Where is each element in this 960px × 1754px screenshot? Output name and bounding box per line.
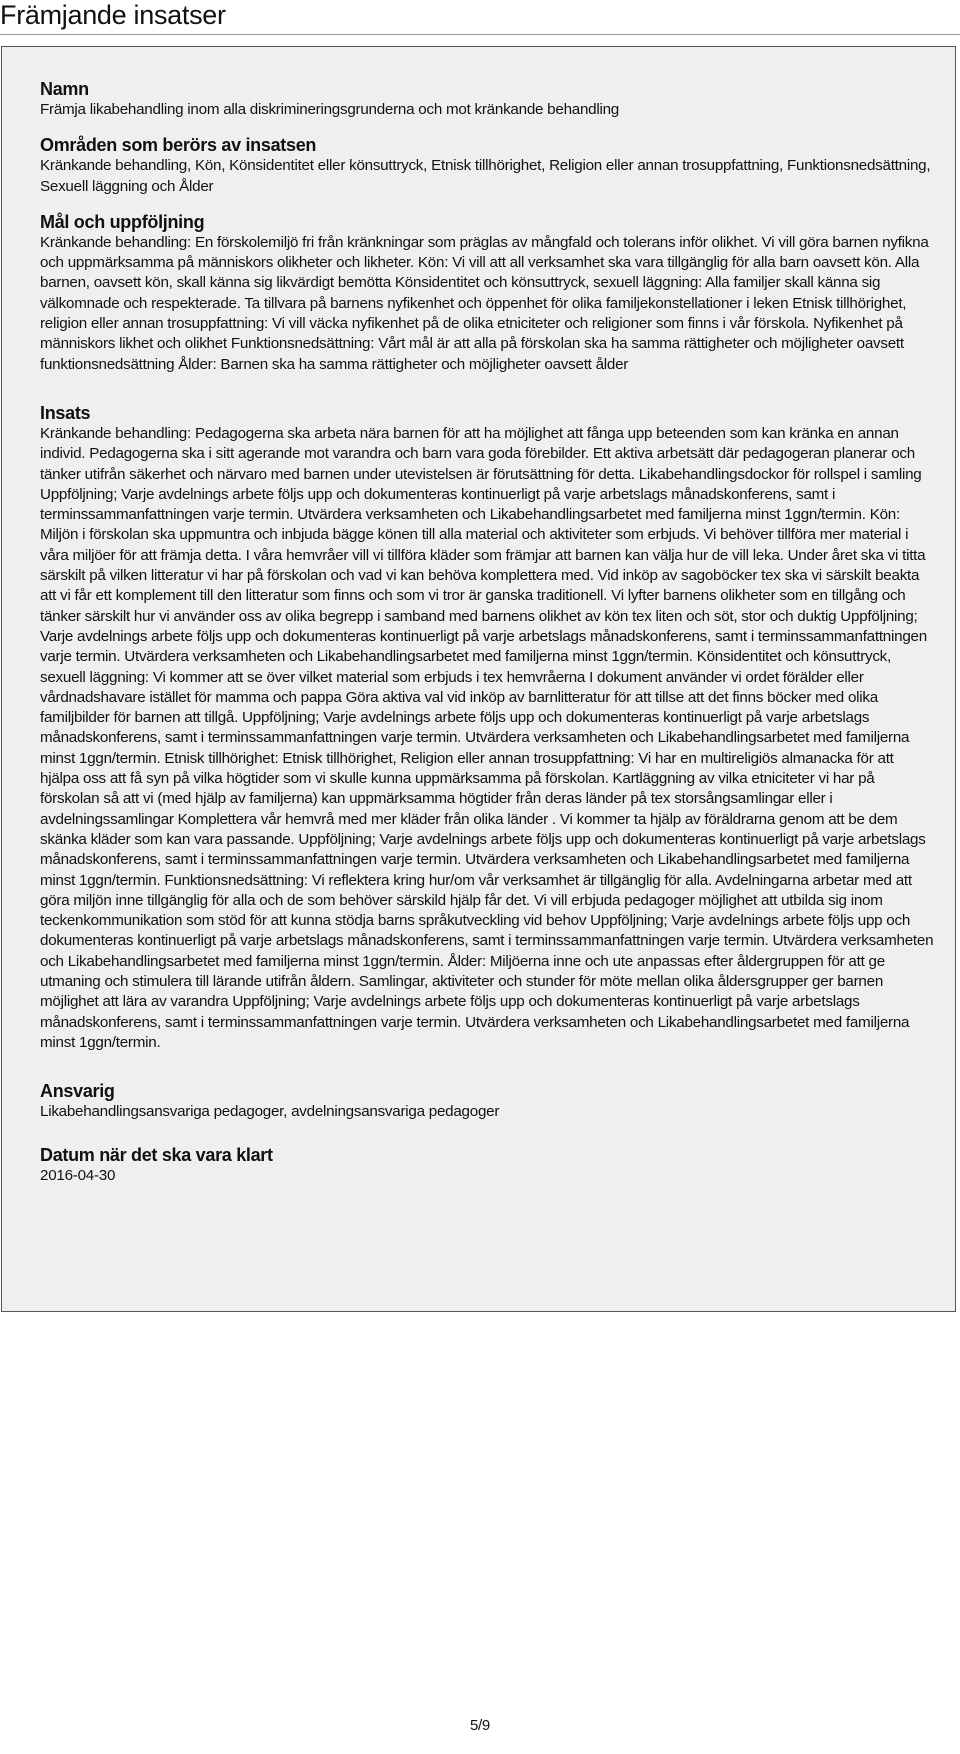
section-text-insats: Kränkande behandling: Pedagogerna ska arbeta nära barnen för att ha möjlighet att fånga upp beteenden som kan kränka en annan individ. Pedagogerna ska i sitt agerande mot varandra och barn vara goda förebilder. Ett aktiva arbetsätt där pedagogeran planerar och tänker utifrån säkerhet och närvaro med barnen under utevistelsen är förutsättning för detta. Likabehandlingsdockor för rollspel i samling Uppföljning; Varje avdelnings arbete följs upp och dokumenteras kontinuerligt på varje arbetslags månadskonferens, samt i terminssammanfattningen varje termin. Utvärdera verksamheten och Likabehandlingsarbetet med familjerna minst 1ggn/termin. Kön: Miljön i förskolan ska uppmuntra och inbjuda bägge könen till alla material och aktiviteter som erbjuds. Vi behöver tillföra mer material i våra miljöer för att främja detta. I våra hemvråer vill vi tillföra kläder som främjar att barnen kan välja hur de vill leka. Under året ska vi titta särskilt på vilken litteratur vi har på förskolan och vad vi kan behöva komplettera med. Vid inköp av sagoböcker tex ska vi särskilt beakta att vi får ett komplement till den litteratur som finns och som vi tror är ganska traditionell. Vi lyfter barnens olikheter som en tillgång och tänker särskilt hur vi använder oss av olika begrepp i samband med barnens olikhet av kön tex liten och söt, stor och duktig Uppföljning; Varje avdelnings arbete följs upp och dokumenteras kontinuerligt på varje arbetslags månadskonferens, samt i terminssammanfattningen varje termin. Utvärdera verksamheten och Likabehandlingsarbetet med familjerna minst 1ggn/termin. Könsidentitet och könsuttryck, sexuell läggning: Vi kommer att se över vilket material som erbjuds i tex hemvråerna I dokument använder vi ordet förälder eller vårdnadshavare istället för mamma och pappa Göra aktiva val vid inköp av barnlitteratur för att tillse att det finns böcker med olika familjbilder för barnen att tillgå. Uppföljning; Varje avdelnings arbete följs upp och dokumenteras kontinuerligt på varje arbetslags månadskonferens, samt i terminssammanfattningen varje termin. Utvärdera verksamheten och Likabehandlingsarbetet med familjerna minst 1ggn/termin. Etnisk tillhörighet: Etnisk tillhörighet, Religion eller annan trosuppfattning: Vi har en multireligiös almanacka för att hjälpa oss att få syn på vilka högtider som vi skulle kunna uppmärksamma på förskolan. Kartläggning av vilka etniciteter vi har på förskolan så att vi (med hjälp av familjerna) kan uppmärksamma högtider från deras länder på tex storsångsamlingar eller i avdelningssamlingar Komplettera vår hemvrå med mer kläder från olika länder . Vi kommer ta hjälp av föräldrarna genom att be dem skänka kläder som kan vara passande. Uppföljning; Varje avdelnings arbete följs upp och dokumenteras kontinuerligt på varje arbetslags månadskonferens, samt i terminssammanfattningen varje termin. Utvärdera verksamheten och Likabehandlingsarbetet med familjerna minst 1ggn/termin. Funktionsnedsättning: Vi reflektera kring hur/om vår verksamhet är tillgänglig för alla. Avdelningarna arbetar med att göra miljön inne tillgänglig för alla och de som behöver särskild hjälp får det. Vi vill erbjuda pedagoger möjlighet att utbilda sig inom teckenkommunikation som stöd för att kunna stödja barns språkutveckling vid behov Uppföljning; Varje avdelnings arbete följs upp och dokumenteras kontinuerligt på varje arbetslags månadskonferens, samt i terminssammanfattningen varje termin. Utvärdera verksamheten och Likabehandlingsarbetet med familjerna minst 1ggn/termin. Ålder: Miljöerna inne och ute anpassas efter åldergruppen för att ge utmaning och stimulera till lärande utifrån åldern. Samlingar, aktiviteter och stunder för möte mellan olika åldersgrupper ger barnen möjlighet att lära av varandra Uppföljning; Varje avdelnings arbete följs upp och dokumenteras kontinuerligt på varje arbetslags månadskonferens, samt i terminssammanfattningen varje termin. Utvärdera verksamheten och Likabehandlingsarbetet med familjerna minst 1ggn/termin.: [40, 424, 934, 1051]
section-text-namn: Främja likabehandling inom alla diskrimineringsgrunderna och mot kränkande behandling: [40, 101, 619, 118]
page-title: Främjande insatser: [0, 0, 226, 30]
section-heading-insats: Insats: [40, 402, 91, 423]
section-text-mal: Kränkande behandling: En förskolemiljö fri från kränkningar som präglas av mångfald och tolerans inför olikhet. Vi vill göra barnen nyfikna och uppmärksamma på människors olikheter och likheter. Kön: Vi vill att all verksamhet ska vara tillgänglig för alla barn oavsett kön. Alla barnen, oavsett kön, skall känna sig likvärdigt bemötta Könsidentitet och könsuttryck, sexuell läggning: Alla familjer skall känna sig välkomnade och respekterade. Ta tillvara på barnens nyfikenhet och öppenhet för olika familjekonstellationer i leken Etnisk tillhörighet, religion eller annan trosuppfattning: Vi vill väcka nyfikenhet på de olika etniciteter och religioner som finns i vår förskola. Nyfikenhet på människors likhet och olikhet Funktionsnedsättning: Vårt mål är att alla på förskolan ska ha samma rättigheter och möjligheter oavsett funktionsnedsättning Ålder: Barnen ska ha samma rättigheter och möjligheter oavsett ålder: [40, 233, 929, 373]
section-namn: [40, 79, 935, 120]
section-insats: [40, 403, 935, 1053]
title-divider: [0, 34, 960, 35]
section-ansvarig: [40, 1081, 935, 1122]
section-heading-datum: Datum när det ska vara klart: [40, 1145, 273, 1166]
section-text-datum: 2016-04-30: [40, 1167, 116, 1185]
page-number: 5/9: [470, 1717, 490, 1734]
section-text-ansvarig: Likabehandlingsansvariga pedagoger, avdelningsansvariga pedagoger: [40, 1103, 500, 1121]
section-heading-mal: Mål och uppföljning: [40, 211, 205, 232]
section-mal: [40, 212, 935, 375]
section-heading-omraden: Områden som berörs av insatsen: [40, 135, 317, 156]
section-omraden: [40, 135, 935, 197]
section-heading-namn: Namn: [40, 79, 89, 99]
section-datum: [40, 1145, 935, 1186]
insats-panel: [1, 46, 956, 1312]
section-heading-ansvarig: Ansvarig: [40, 1081, 115, 1102]
section-text-omraden: Kränkande behandling, Kön, Könsidentitet eller könsuttryck, Etnisk tillhörighet, Religion eller annan trosuppfattning, Funktionsnedsättning, Sexuell läggning och Ålder: [40, 157, 931, 195]
